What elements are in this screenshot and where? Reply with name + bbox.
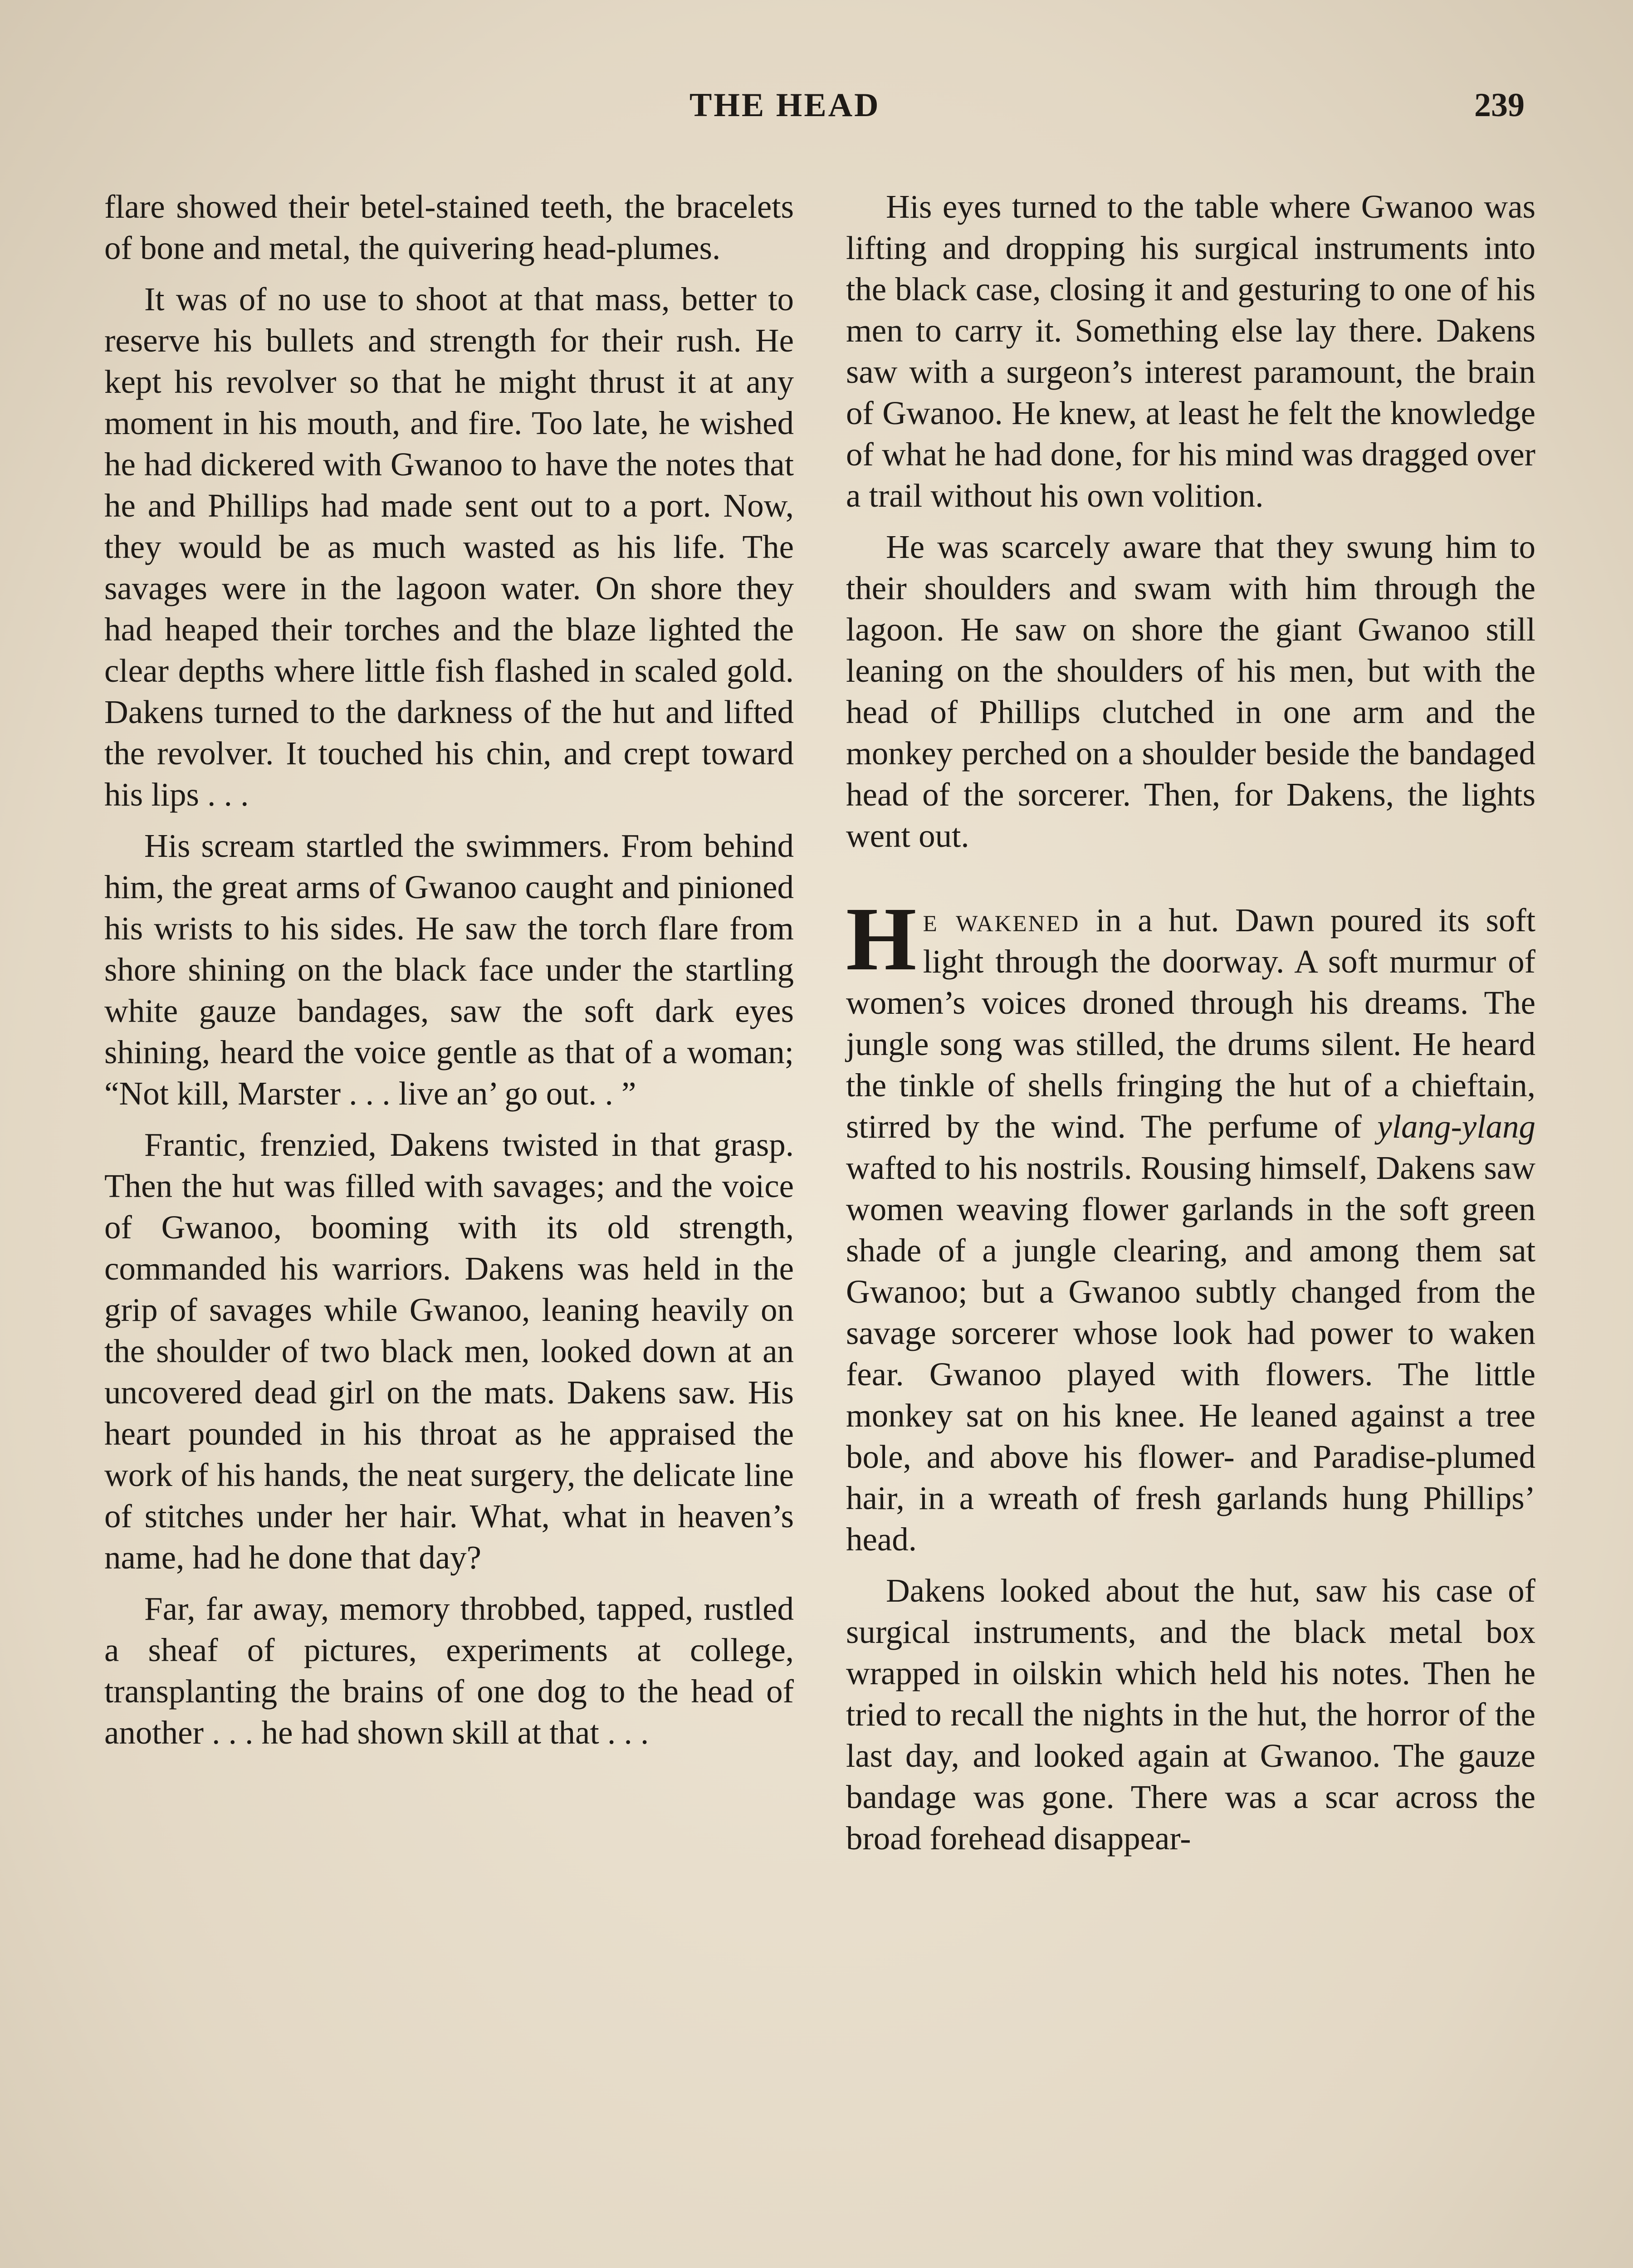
- right-column: [846, 186, 1535, 1869]
- left-column: [104, 186, 794, 1763]
- paragraph: His scream startled the swimmers. From behind him, the great arms of Gwanoo caught and pinioned his wrists to his sides. He saw the torch flare from shore shining on the black face under the startling white gauze bandages, saw the soft dark eyes shining, heard the voice gentle as that of a woman; “Not kill, Marster . . . live an’ go out. . ”: [104, 827, 794, 1112]
- paragraph: He was scarcely aware that they swung him to their shoulders and swam with him through the lagoon. He saw on shore the giant Gwanoo still leaning on the shoulders of his men, but with the head of Phillips clutched in one arm and the monkey perched on a shoulder beside the bandaged head of the sorcerer. Then, for Dakens, the lights went out.: [846, 528, 1535, 854]
- small-caps-lead: e wakened: [923, 902, 1080, 938]
- paragraph: Frantic, frenzied, Dakens twisted in that grasp. Then the hut was filled with savages; and the voice of Gwanoo, booming with its old strength, commanded his warriors. Dakens was held in the grip of savages while Gwanoo, leaning heavily on the shoulder of two black men, looked down at an uncovered dead girl on the mats. Dakens saw. His heart pounded in his throat as he appraised the work of his hands, the neat surgery, the delicate line of stitches under her hair. What, what in heaven’s name, had he done that day?: [104, 1126, 794, 1576]
- paragraph: flare showed their betel-stained teeth, the bracelets of bone and metal, the quivering head-plumes.: [104, 188, 794, 266]
- running-header: [0, 86, 1633, 136]
- paragraph-text: wafted to his nostrils. Rousing himself, Dakens saw women weaving flower garlands in the soft green shade of a jungle clearing, and among them sat Gwanoo; but a Gwanoo subtly changed from the savage sorcerer whose look had power to waken fear. Gwanoo played with flowers. The little monkey sat on his knee. He leaned against a tree bole, and above his flower- and Paradise-plumed hair, in a wreath of fresh garlands hung Phillips’ head.: [846, 1149, 1535, 1558]
- paragraph-text: in a hut. Dawn poured its soft light through the doorway. A soft murmur of women’s voices droned through his dreams. The jungle song was stilled, the drums silent. He heard the tinkle of shells fringing the hut of a chieftain, stirred by the wind. The perfume of: [846, 902, 1536, 1145]
- running-title: THE HEAD: [689, 87, 880, 124]
- paragraph: It was of no use to shoot at that mass, better to reserve his bullets and strength for their rush. He kept his revolver so that he might thrust it at any moment in his mouth, and fire. Too late, he wished he had dickered with Gwanoo to have the notes that he and Phillips had made sent out to a port. Now, they would be as much wasted as his life. The savages were in the lagoon water. On shore they had heaped their torches and the blaze lighted the clear depths where little fish flashed in scaled gold. Dakens turned to the darkness of the hut and lifted the revolver. It touched his chin, and crept toward his lips . . .: [104, 281, 794, 813]
- paragraph: His eyes turned to the table where Gwanoo was lifting and dropping his surgical instruments into the black case, closing it and gesturing to one of his men to carry it. Something else lay there. Dakens saw with a surgeon’s interest paramount, the brain of Gwanoo. He knew, at least he felt the knowledge of what he had done, for his mind was dragged over a trail without his own volition.: [846, 188, 1535, 514]
- paragraph: Far, far away, memory throbbed, tapped, rustled a sheaf of pictures, experiments at college, transplanting the brains of one dog to the head of another . . . he had shown skill at that . . .: [104, 1590, 794, 1751]
- paragraph: Dakens looked about the hut, saw his case of surgical instruments, and the black metal box wrapped in oilskin which held his notes. Then he tried to recall the nights in the hut, the horror of the last day, and looked again at Gwanoo. The gauze bandage was gone. There was a scar across the broad forehead disappear-: [846, 1572, 1535, 1857]
- italic-term: ylang-ylang: [1377, 1108, 1535, 1145]
- section-opening-paragraph: [846, 889, 1536, 1560]
- page-number: 239: [1474, 87, 1525, 124]
- drop-cap: H: [846, 889, 917, 989]
